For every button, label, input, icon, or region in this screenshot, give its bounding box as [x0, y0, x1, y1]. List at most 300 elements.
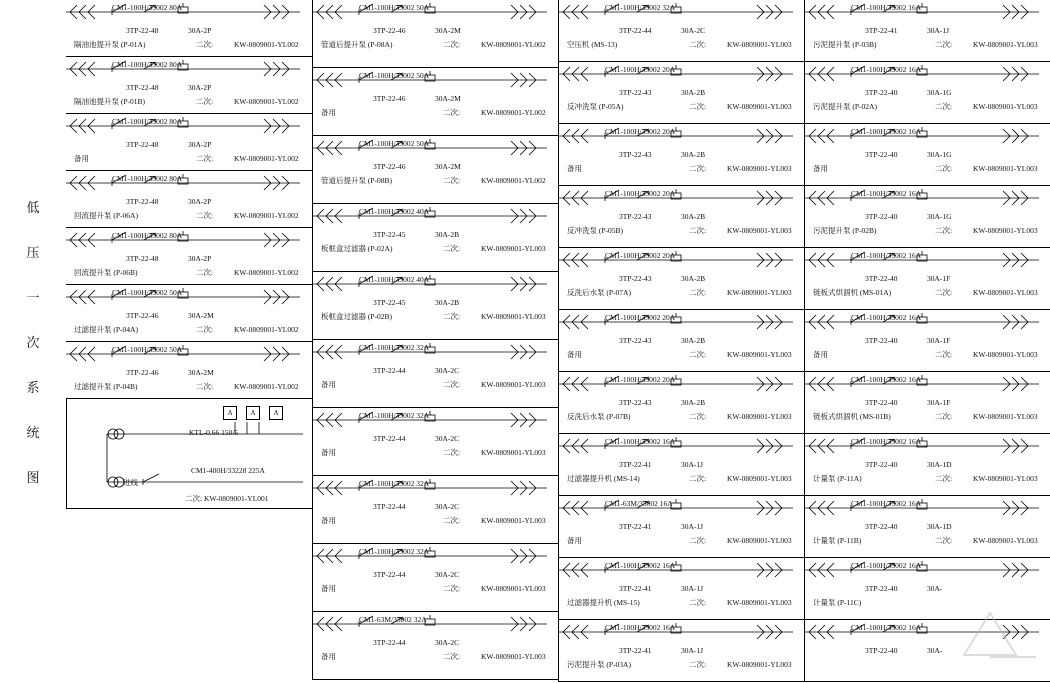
secondary-label: 二次:	[935, 40, 953, 49]
relay-code: 3TP-22-43	[619, 88, 652, 97]
one-line-schematic	[559, 558, 793, 582]
breaker-model: CM1-100H/33002 16A	[851, 313, 922, 322]
drawing-reference: KW-0809001-YL003	[481, 516, 546, 525]
drawing-reference: KW-0809001-YL002	[234, 211, 299, 220]
breaker-model: CM1-100H/33002 16A	[851, 437, 922, 446]
relay-code: 3TP-22-44	[373, 434, 406, 443]
load-description: 空压机 (MS-13)	[567, 40, 618, 49]
contactor-code: 30A-2C	[681, 26, 706, 35]
drawing-reference: KW-0809001-YL003	[727, 474, 792, 483]
secondary-label: 二次:	[443, 176, 461, 185]
drawing-reference: KW-0809001-YL003	[973, 288, 1038, 297]
relay-code: 3TP-22-43	[619, 336, 652, 345]
relay-code: 3TP-22-40	[865, 336, 898, 345]
relay-code: 3TP-22-40	[865, 522, 898, 531]
secondary-label: 二次:	[196, 97, 214, 106]
feeder-cell[interactable]	[804, 62, 1050, 124]
secondary-label: 二次:	[689, 660, 707, 669]
contactor-code: 30A-2C	[435, 366, 460, 375]
one-line-schematic	[313, 476, 547, 500]
feeder-cell[interactable]	[312, 0, 558, 68]
drawing-reference: KW-0809001-YL003	[727, 598, 792, 607]
one-line-schematic	[805, 496, 1039, 520]
drawing-reference: KW-0809001-YL002	[234, 40, 299, 49]
title-char: 图	[26, 470, 40, 485]
load-description: 污泥提升泵 (P-03B)	[813, 40, 877, 49]
feeder-cell[interactable]	[804, 496, 1050, 558]
feeder-cell[interactable]	[66, 228, 312, 285]
feeder-cell[interactable]	[558, 124, 804, 186]
drawing-reference: KW-0809001-YL002	[234, 268, 299, 277]
contactor-code: 30A-2B	[681, 398, 706, 407]
secondary-label: 二次:	[935, 536, 953, 545]
contactor-code: 30A-2B	[435, 230, 460, 239]
drawing-reference: KW-0809001-YL003	[727, 102, 792, 111]
load-description: 反洗后水泵 (P-07A)	[567, 288, 631, 297]
contactor-code: 30A-2M	[435, 26, 461, 35]
one-line-schematic	[313, 136, 547, 160]
breaker-model: CM1-100H/33002 16A	[851, 499, 922, 508]
breaker-model: CM1-100H/33002 50A	[112, 345, 183, 354]
feeder-cell[interactable]	[558, 372, 804, 434]
contactor-code: 30A-2B	[681, 150, 706, 159]
contactor-code: 30A-2M	[188, 311, 214, 320]
drawing-reference: KW-0809001-YL003	[727, 350, 792, 359]
one-line-schematic	[559, 248, 793, 272]
load-description: 污泥提升泵 (P-03A)	[567, 660, 631, 669]
one-line-schematic	[559, 186, 793, 210]
relay-code: 3TP-22-43	[619, 212, 652, 221]
breaker-model: CM1-100H/33002 16A	[851, 127, 922, 136]
feeder-cell[interactable]	[66, 285, 312, 342]
contactor-code: 30A-2B	[681, 336, 706, 345]
relay-code: 3TP-22-46	[126, 368, 159, 377]
breaker-model: CM1-100H/33002 50A	[359, 139, 430, 148]
contactor-code: 30A-2B	[435, 298, 460, 307]
one-line-schematic	[66, 228, 300, 252]
feeder-cell[interactable]	[312, 544, 558, 612]
secondary-label: 二次:	[689, 164, 707, 173]
load-description: 过滤提升泵 (P-04B)	[74, 382, 138, 391]
contactor-code: 30A-2C	[435, 570, 460, 579]
secondary-label: 二次:	[935, 164, 953, 173]
relay-code: 3TP-22-40	[865, 150, 898, 159]
title-char: 统	[26, 425, 40, 440]
load-description: 污泥提升泵 (P-02A)	[813, 102, 877, 111]
drawing-reference: KW-0809001-YL003	[727, 40, 792, 49]
secondary-label: 二次:	[689, 102, 707, 111]
feeder-cell[interactable]	[312, 204, 558, 272]
drawing-reference: KW-0809001-YL003	[727, 288, 792, 297]
feeder-cell[interactable]	[66, 0, 312, 57]
one-line-schematic	[559, 372, 793, 396]
feeder-cell[interactable]	[312, 340, 558, 408]
drawing-reference: KW-0809001-YL003	[973, 412, 1038, 421]
load-description: 备用	[321, 448, 336, 457]
circuit-grid	[66, 0, 1050, 683]
one-line-schematic	[559, 124, 793, 148]
load-description: 备用	[321, 380, 336, 389]
load-description: 链板式烘涸机 (MS-01B)	[813, 412, 891, 421]
feeder-cell[interactable]	[558, 620, 804, 682]
one-line-schematic	[313, 204, 547, 228]
feeder-cell[interactable]	[312, 612, 558, 680]
contactor-code: 30A-2B	[681, 88, 706, 97]
feeder-cell[interactable]	[804, 248, 1050, 310]
relay-code: 3TP-22-44	[619, 26, 652, 35]
one-line-schematic	[66, 0, 300, 24]
breaker-model: CM1-100H/33002 32A	[605, 3, 676, 12]
ct-label: KTL-0.66 150/5	[189, 428, 239, 437]
feeder-cell[interactable]	[66, 114, 312, 171]
one-line-schematic	[313, 0, 547, 24]
drawing-reference: KW-0809001-YL003	[973, 40, 1038, 49]
relay-code: 3TP-22-44	[373, 638, 406, 647]
one-line-schematic	[805, 186, 1039, 210]
relay-code: 3TP-22-41	[619, 522, 652, 531]
secondary-label: 二次:	[935, 102, 953, 111]
incoming-reference: 二次: KW-0809001-YL001	[185, 494, 269, 503]
one-line-schematic	[805, 372, 1039, 396]
circuit-column-1	[66, 0, 312, 683]
load-description: 隔油池提升泵 (P-01A)	[74, 40, 146, 49]
one-line-schematic	[805, 248, 1039, 272]
breaker-model: CM1-100H/33002 16A	[851, 3, 922, 12]
breaker-model: CM1-100H/33002 80A	[112, 3, 183, 12]
drawing-reference: KW-0809001-YL003	[481, 312, 546, 321]
relay-code: 3TP-22-41	[619, 584, 652, 593]
one-line-schematic	[313, 272, 547, 296]
breaker-model: CM1-63M/33002 32A	[359, 615, 427, 624]
contactor-code: 30A-2C	[435, 434, 460, 443]
feeder-cell[interactable]	[558, 248, 804, 310]
drawing-reference: KW-0809001-YL003	[481, 448, 546, 457]
secondary-label: 二次:	[196, 40, 214, 49]
relay-code: 3TP-22-40	[865, 274, 898, 283]
feeder-cell[interactable]	[66, 342, 312, 399]
relay-code: 3TP-22-44	[373, 366, 406, 375]
contactor-code: 30A-2M	[435, 162, 461, 171]
title-char: 低	[26, 200, 40, 215]
contactor-code: 30A-2C	[435, 638, 460, 647]
one-line-schematic	[313, 612, 547, 636]
contactor-code: 30A-1D	[927, 522, 952, 531]
secondary-label: 二次:	[443, 448, 461, 457]
contactor-code: 30A-1J	[681, 522, 704, 531]
breaker-model: CM1-100H/33002 32A	[359, 343, 430, 352]
breaker-model: CM1-63M/33002 16A	[605, 499, 673, 508]
feeder-cell[interactable]	[312, 408, 558, 476]
drawing-reference: KW-0809001-YL003	[481, 244, 546, 253]
contactor-code: 30A-2M	[188, 368, 214, 377]
secondary-label: 二次:	[443, 312, 461, 321]
contactor-code: 30A-1J	[681, 460, 704, 469]
drawing-reference: KW-0809001-YL002	[481, 176, 546, 185]
load-description: 过滤提升泵 (P-04A)	[74, 325, 138, 334]
breaker-model: CM1-100H/33002 16A	[605, 437, 676, 446]
breaker-model: CM1-100H/33002 20A	[605, 127, 676, 136]
breaker-model: CM1-100H/33002 16A	[851, 189, 922, 198]
one-line-schematic	[559, 620, 793, 644]
breaker-model: CM1-100H/33002 16A	[851, 251, 922, 260]
breaker-model: CM1-100H/33002 32A	[359, 547, 430, 556]
secondary-label: 二次:	[935, 412, 953, 421]
load-description: 回流提升泵 (P-06B)	[74, 268, 138, 277]
relay-code: 3TP-22-46	[373, 94, 406, 103]
relay-code: 3TP-22-44	[373, 502, 406, 511]
contactor-code: 30A-1J	[681, 584, 704, 593]
breaker-model: CM1-100H/33002 16A	[605, 561, 676, 570]
breaker-model: CM1-100H/33002 16A	[851, 561, 922, 570]
feeder-cell[interactable]	[558, 0, 804, 62]
secondary-label: 二次:	[935, 350, 953, 359]
breaker-model: CM1-100H/33002 20A	[605, 375, 676, 384]
drawing-reference: KW-0809001-YL002	[481, 40, 546, 49]
ammeter-icon: A	[223, 406, 237, 420]
load-description: 反冲洗泵 (P-05A)	[567, 102, 624, 111]
empty-cell	[66, 509, 312, 683]
breaker-model: CM1-100H/33002 16A	[851, 65, 922, 74]
circuit-column-4	[804, 0, 1050, 683]
secondary-label: 二次:	[689, 474, 707, 483]
drawing-reference: KW-0809001-YL002	[234, 325, 299, 334]
breaker-model: CM1-100H/33002 32A	[359, 411, 430, 420]
one-line-schematic	[66, 285, 300, 309]
feeder-cell[interactable]	[804, 186, 1050, 248]
relay-code: 3TP-22-41	[865, 26, 898, 35]
load-description: 回流提升泵 (P-06A)	[74, 211, 138, 220]
load-description: 备用	[321, 108, 336, 117]
secondary-label: 二次:	[443, 516, 461, 525]
breaker-model: CM1-100H/33002 40A	[359, 275, 430, 284]
feeder-cell[interactable]	[66, 57, 312, 114]
breaker-model: CM1-100H/33002 32A	[359, 479, 430, 488]
secondary-label: 二次:	[443, 652, 461, 661]
relay-code: 3TP-22-48	[126, 254, 159, 263]
relay-code: 3TP-22-40	[865, 398, 898, 407]
feeder-cell[interactable]	[804, 372, 1050, 434]
contactor-code: 30A-2P	[188, 140, 212, 149]
breaker-model: CM1-100H/33002 20A	[605, 189, 676, 198]
relay-code: 3TP-22-43	[619, 150, 652, 159]
one-line-schematic	[559, 310, 793, 334]
breaker-model: CM1-100H/33002 20A	[605, 251, 676, 260]
secondary-label: 二次:	[689, 226, 707, 235]
relay-code: 3TP-22-40	[865, 212, 898, 221]
load-description: 反洗后水泵 (P-07B)	[567, 412, 631, 421]
feeder-cell[interactable]	[312, 272, 558, 340]
relay-code: 3TP-22-48	[126, 26, 159, 35]
contactor-code: 30A-2P	[188, 83, 212, 92]
breaker-model: CM1-100H/33002 50A	[359, 3, 430, 12]
secondary-label: 二次:	[689, 288, 707, 297]
relay-code: 3TP-22-40	[865, 88, 898, 97]
secondary-label: 二次:	[689, 40, 707, 49]
load-description: 备用	[567, 536, 582, 545]
drawing-reference: KW-0809001-YL003	[727, 164, 792, 173]
circuit-column-3	[558, 0, 804, 683]
contactor-code: 30A-1J	[681, 646, 704, 655]
breaker-model: CM1-100H/33002 50A	[359, 71, 430, 80]
load-description: 计量泵 (P-11A)	[813, 474, 862, 483]
drawing-reference: KW-0809001-YL003	[727, 412, 792, 421]
secondary-label: 二次:	[196, 154, 214, 163]
secondary-label: 二次:	[935, 474, 953, 483]
relay-code: 3TP-22-43	[619, 274, 652, 283]
ammeter-icon: A	[269, 406, 283, 420]
feeder-cell[interactable]	[804, 434, 1050, 496]
contactor-code: 30A-2P	[188, 254, 212, 263]
secondary-label: 二次:	[935, 288, 953, 297]
secondary-label: 二次:	[689, 350, 707, 359]
incoming-measurement-cell[interactable]	[66, 399, 312, 509]
relay-code: 3TP-22-44	[373, 570, 406, 579]
load-description: 备用	[321, 516, 336, 525]
feeder-cell[interactable]	[558, 186, 804, 248]
ammeter-icon: A	[246, 406, 260, 420]
relay-code: 3TP-22-46	[373, 162, 406, 171]
feeder-cell[interactable]	[804, 310, 1050, 372]
one-line-schematic	[559, 62, 793, 86]
load-description: 计量泵 (P-11C)	[813, 598, 862, 607]
breaker-model: CM1-100H/33002 80A	[112, 174, 183, 183]
feeder-cell[interactable]	[558, 62, 804, 124]
drawing-reference: KW-0809001-YL003	[727, 660, 792, 669]
contactor-code: 30A-2M	[435, 94, 461, 103]
secondary-label: 二次:	[196, 268, 214, 277]
breaker-model: CM1-100H/33002 80A	[112, 231, 183, 240]
load-description: 备用	[813, 350, 828, 359]
breaker-model: CM1-100H/33002 50A	[112, 288, 183, 297]
contactor-code: 30A-	[927, 646, 943, 655]
title-char: 系	[26, 380, 40, 395]
breaker-model: CM1-100H/33002 16A	[851, 375, 922, 384]
contactor-code: 30A-1F	[927, 274, 951, 283]
one-line-schematic	[805, 434, 1039, 458]
relay-code: 3TP-22-40	[865, 584, 898, 593]
relay-code: 3TP-22-46	[126, 311, 159, 320]
drawing-reference: KW-0809001-YL002	[234, 382, 299, 391]
secondary-label: 二次:	[196, 211, 214, 220]
contactor-code: 30A-1G	[927, 88, 952, 97]
contactor-code: 30A-1F	[927, 398, 951, 407]
contactor-code: 30A-2B	[681, 274, 706, 283]
feeder-cell[interactable]	[312, 68, 558, 136]
contactor-code: 30A-2P	[188, 197, 212, 206]
secondary-label: 二次:	[443, 108, 461, 117]
title-char: 次	[26, 335, 40, 350]
one-line-schematic	[313, 544, 547, 568]
relay-code: 3TP-22-43	[619, 398, 652, 407]
load-description: 板框盒过滤器 (P-02B)	[321, 312, 393, 321]
secondary-label: 二次:	[689, 412, 707, 421]
feeder-cell[interactable]	[804, 0, 1050, 62]
feeder-cell[interactable]	[312, 476, 558, 544]
relay-code: 3TP-22-40	[865, 646, 898, 655]
title-char: 压	[26, 245, 40, 260]
drawing-reference: KW-0809001-YL002	[481, 108, 546, 117]
feeder-cell[interactable]	[558, 434, 804, 496]
load-description: 链板式烘涸机 (MS-01A)	[813, 288, 892, 297]
one-line-schematic	[313, 68, 547, 92]
one-line-schematic	[66, 57, 300, 81]
drawing-reference: KW-0809001-YL002	[234, 97, 299, 106]
contactor-code: 30A-2B	[681, 212, 706, 221]
one-line-schematic	[66, 171, 300, 195]
drawing-reference: KW-0809001-YL002	[234, 154, 299, 163]
load-description: 备用	[567, 164, 582, 173]
breaker-model: CM1-100H/33002 16A	[851, 623, 922, 632]
feeder-cell[interactable]	[312, 136, 558, 204]
breaker-model: CM1-100H/33002 20A	[605, 313, 676, 322]
drawing-reference: KW-0809001-YL003	[727, 536, 792, 545]
one-line-schematic	[805, 558, 1039, 582]
contactor-code: 30A-2P	[188, 26, 212, 35]
one-line-schematic	[805, 124, 1039, 148]
drawing-reference: KW-0809001-YL003	[481, 380, 546, 389]
breaker-model: CM1-100H/33002 40A	[359, 207, 430, 216]
one-line-schematic	[66, 114, 300, 138]
relay-code: 3TP-22-41	[619, 646, 652, 655]
secondary-label: 二次:	[196, 325, 214, 334]
load-description: 管道后提升泵 (P-08A)	[321, 40, 393, 49]
incoming-label: 进线	[123, 478, 138, 487]
contactor-code: 30A-2C	[435, 502, 460, 511]
secondary-label: 二次:	[935, 226, 953, 235]
drawing-reference: KW-0809001-YL003	[973, 226, 1038, 235]
load-description: 反冲洗泵 (P-05B)	[567, 226, 624, 235]
relay-code: 3TP-22-45	[373, 298, 406, 307]
contactor-code: 30A-1J	[927, 26, 950, 35]
feeder-cell[interactable]	[558, 496, 804, 558]
feeder-cell[interactable]	[558, 310, 804, 372]
circuit-column-2	[312, 0, 558, 683]
breaker-model: CM1-100H/33002 80A	[112, 117, 183, 126]
load-description: 板框盒过滤器 (P-02A)	[321, 244, 393, 253]
contactor-code: 30A-1D	[927, 460, 952, 469]
relay-code: 3TP-22-48	[126, 83, 159, 92]
drawing-reference: KW-0809001-YL003	[973, 474, 1038, 483]
load-description: 过滤器提升机 (MS-14)	[567, 474, 640, 483]
one-line-schematic	[559, 496, 793, 520]
one-line-schematic	[313, 340, 547, 364]
load-description: 备用	[321, 584, 336, 593]
load-description: 备用	[321, 652, 336, 661]
one-line-schematic	[559, 434, 793, 458]
load-description: 计量泵 (P-11B)	[813, 536, 862, 545]
load-description: 过滤器提升机 (MS-15)	[567, 598, 640, 607]
relay-code: 3TP-22-41	[619, 460, 652, 469]
feeder-cell[interactable]	[66, 171, 312, 228]
drawing-reference: KW-0809001-YL003	[973, 536, 1038, 545]
one-line-schematic	[559, 0, 793, 24]
title-char: 一	[26, 290, 40, 305]
load-description: 备用	[813, 164, 828, 173]
breaker-model: CM1-100H/33002 20A	[605, 65, 676, 74]
relay-code: 3TP-22-48	[126, 197, 159, 206]
load-description: 污泥提升泵 (P-02B)	[813, 226, 877, 235]
secondary-label: 二次:	[443, 380, 461, 389]
incoming-breaker-model: CM1-400H/33228 225A	[191, 466, 265, 475]
one-line-schematic	[805, 0, 1039, 24]
feeder-cell[interactable]	[558, 558, 804, 620]
drawing-reference: KW-0809001-YL003	[973, 164, 1038, 173]
drawing-reference: KW-0809001-YL003	[481, 652, 546, 661]
secondary-label: 二次:	[196, 382, 214, 391]
drawing-reference: KW-0809001-YL003	[727, 226, 792, 235]
feeder-cell[interactable]	[804, 124, 1050, 186]
load-description: 备用	[74, 154, 89, 163]
